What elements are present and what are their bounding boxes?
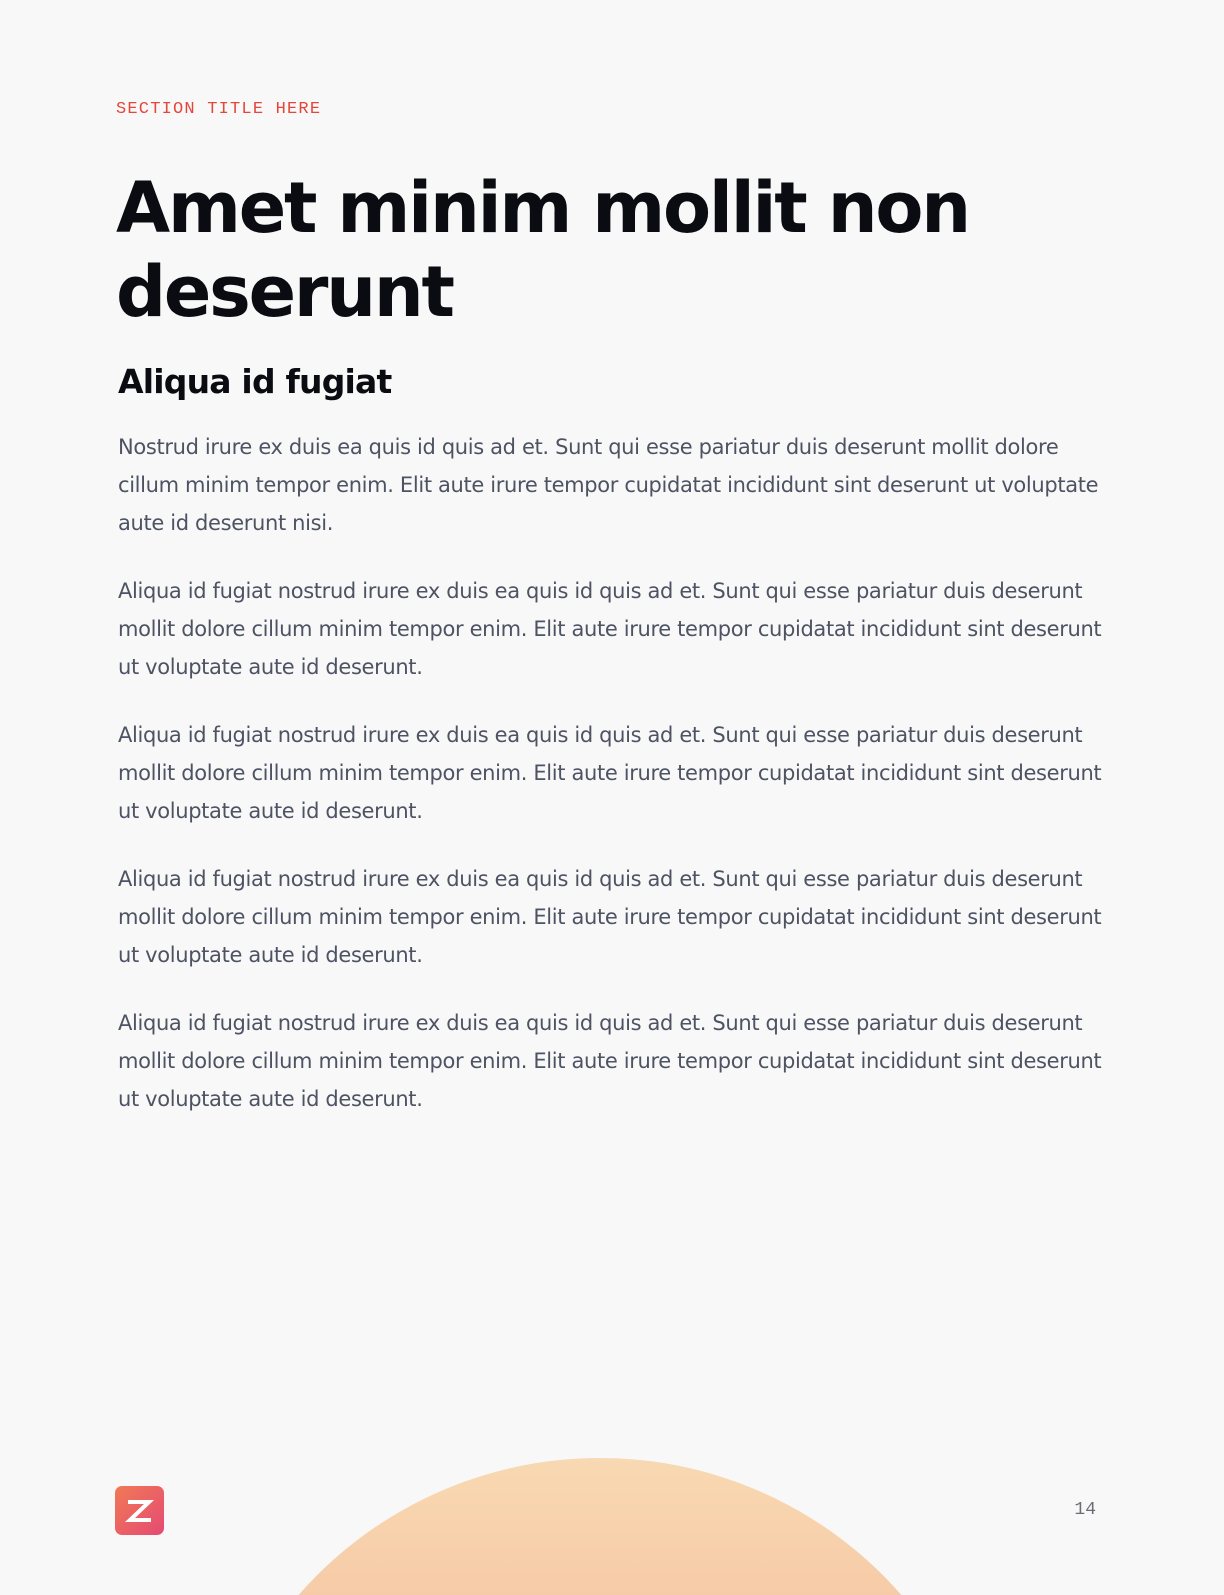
- zendesk-z-logo-icon: [115, 1486, 164, 1535]
- paragraph-1: Nostrud irure ex duis ea quis id quis ad et. Sunt qui esse pariatur duis deserunt mollit dolore cillum minim tempor enim. Elit aute irure tempor cupidatat incididunt sint deserunt ut voluptate aute id deserunt nisi.: [118, 435, 1099, 535]
- page-title: Amet minim mollit non deserunt: [116, 167, 969, 333]
- body-text: [118, 428, 1108, 1148]
- section-title: SECTION TITLE HERE: [116, 100, 322, 119]
- page-number: 14: [1074, 1500, 1096, 1520]
- subheading: Aliqua id fugiat: [118, 362, 392, 401]
- paragraph-2: Aliqua id fugiat nostrud irure ex duis ea quis id quis ad et. Sunt qui esse pariatur duis deserunt mollit dolore cillum minim tempor enim. Elit aute irure tempor cupidatat incididunt sint deserunt ut voluptate aute id deserunt.: [118, 579, 1102, 679]
- decorative-sun-arc: [200, 1458, 1000, 1595]
- paragraph-3: Aliqua id fugiat nostrud irure ex duis ea quis id quis ad et. Sunt qui esse pariatur duis deserunt mollit dolore cillum minim tempor enim. Elit aute irure tempor cupidatat incididunt sint deserunt ut voluptate aute id deserunt.: [118, 723, 1102, 823]
- paragraph-5: Aliqua id fugiat nostrud irure ex duis ea quis id quis ad et. Sunt qui esse pariatur duis deserunt mollit dolore cillum minim tempor enim. Elit aute irure tempor cupidatat incididunt sint deserunt ut voluptate aute id deserunt.: [118, 1011, 1102, 1111]
- paragraph-4: Aliqua id fugiat nostrud irure ex duis ea quis id quis ad et. Sunt qui esse pariatur duis deserunt mollit dolore cillum minim tempor enim. Elit aute irure tempor cupidatat incididunt sint deserunt ut voluptate aute id deserunt.: [118, 867, 1102, 967]
